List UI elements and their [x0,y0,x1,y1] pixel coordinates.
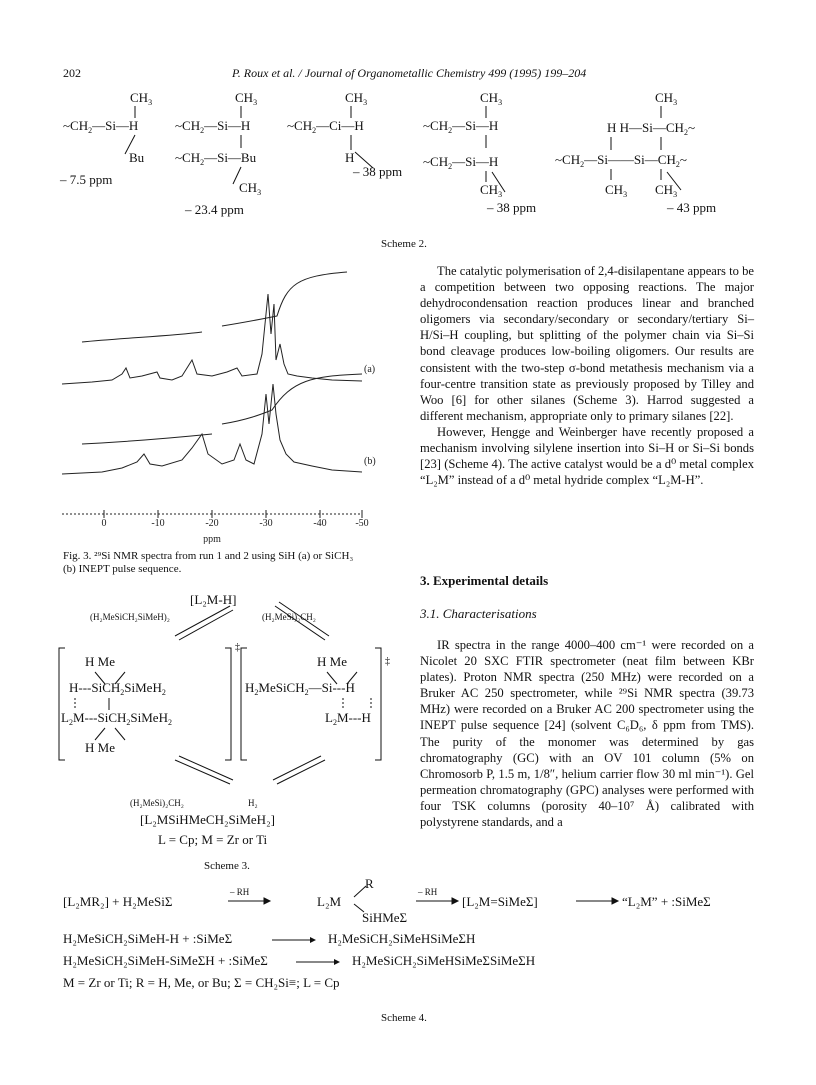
scheme3-product: [L₂MSiHMeCH₂SiMeH₂] [140,812,275,827]
svg-text:H2MeSiCH2—Si---H: $H_2MeSiCH_2—Si---H$ [245,680,355,697]
trace-a-label: (a) [364,364,376,375]
scheme3-top: [L₂M-H] [190,592,237,607]
axis-unit: ppm [203,534,221,544]
svg-text:~CH2—Si—H: $\sim CH_2—Si—H$ [423,154,499,171]
scheme3-right-reactant: (H₂MeSi)₂CH₂ [262,612,316,622]
scheme2-shift-2: – 23.4 ppm [185,202,244,217]
subsection-heading: 3.1. Characterisations [420,606,537,621]
scheme4-line2-right: H₂MeSiCH₂SiMeHSiMeΣH [328,931,476,946]
paragraph-mechanism: The catalytic polymerisation of 2,4-disilapentane appears to be a competition between two opposing reactions. The major dehydrocondensation reaction produces linear and branched oligomers via secondary/secondary or secondary/tertiary Si–H/Si–H coupling, but splitting of the polymer chain via Si–Si bond cleavage produces low-boiling oligomers. Our results are consistent with the two-step σ-bond metathesis mechanism via a four-centre transition state as previously proposed by Tilley and Woo [6] for other silanes (Scheme 3). Harrod suggested a different mechanism, appropriate only to primary silanes [22]. [420,264,754,423]
scheme2-shift-1: – 7.5 ppm [60,172,113,187]
svg-text:L2M---H: $L_2M---H$ [325,710,371,727]
svg-text:~CH2—Si—Bu: $\sim CH_2—Si—Bu$ [175,150,257,167]
trace-a-integral-upper [222,272,347,326]
svg-text:~CH2—Si—H: $\sim CH_2—Si—H$ [423,118,499,135]
svg-text:L2M---SiCH2SiMeH2: $L_2M---SiCH_2SiMeH_2$ [61,710,172,727]
svg-text:‡: ‡ [385,656,390,667]
scheme3-bottom-right: H₂ [248,798,258,808]
scheme4-line2-left: H₂MeSiCH₂SiMeH-H + :SiMeΣ [63,931,233,946]
scheme4-arrow-3 [294,953,344,969]
svg-text:CH3: $CH_3$ [480,182,503,199]
scheme4-arrow-label-2: – RH [418,887,438,897]
svg-text:CH3: $CH_3$ [655,92,678,107]
svg-text:~CH2—Si——Si—CH2~: $\sim CH_2—Si——Si—CH_2\sim$ [555,152,687,169]
tick-0: 0 [101,518,107,529]
svg-text:CH3: $CH_3$ [130,92,153,107]
scheme3-legend: L = Cp; M = Zr or Ti [158,832,268,847]
scheme4-L2M: L₂M [317,894,342,909]
paragraph-hengge: However, Hengge and Weinberger have recently proposed a mechanism involving silylene insertion into Si–H or Si–Si bonds [23] (Scheme 4). The active catalyst would be a d⁰ metal complex “L₂M” instead of a d⁰ metal hydride complex “L₂M-H”. [420,424,754,488]
svg-text:H Me: H Me [85,740,115,755]
svg-text:CH3: $CH_3$ [480,92,503,107]
trace-b-spectrum [62,384,362,474]
scheme2-shift-4: – 38 ppm [487,200,537,215]
scheme4-caption: Scheme 4. [381,1012,427,1024]
scheme2-shift-3: – 38 ppm [353,164,403,179]
paragraph-characterisations: IR spectra in the range 4000–400 cm⁻¹ were recorded on a Nicolet 20 SXC FTIR spectrometer (neat film between KBr plates). Proton NMR spectra (250 MHz) were recorded on a Bruker AC 250 spectrometer, while ²⁹Si NMR spectra (39.73 MHz) were recorded on a Bruker AC 200 spectrometer using the INEPT pulse sequence [24] (solvent C₆D₆, δ ppm from TMS). The purity of the monomer was determined by gas chromatography (GC) with an OV 101 column (5% on Chromosorb P, 1.5 m, 1/8″, helium carrier flow 30 ml min⁻¹). Gel permeation chromatography (GPC) analyses were performed with four TSK columns (porosity 40–10⁷ Å) calibrated with polystyrene standards, and a [420,638,754,830]
scheme4-SiHMe: SiHMeΣ [362,910,408,925]
scheme2-caption: Scheme 2. [381,238,427,250]
svg-text:‡: ‡ [235,642,240,653]
svg-text:~CH2—Si—H: $\sim CH_2—Si—H$ [175,118,251,135]
scheme4-line3-left: H₂MeSiCH₂SiMeH-SiMeΣH + :SiMeΣ [63,953,268,968]
scheme3-caption: Scheme 3. [204,860,250,872]
svg-text:CH3: $CH_3$ [239,180,262,197]
trace-a-integral [82,332,202,342]
tick-30: -30 [259,518,273,529]
scheme4-products: “L₂M” + :SiMeΣ [622,894,711,909]
svg-text:H H—Si—CH2~: H $H—Si—CH_2\sim$ [607,120,695,137]
trace-b-integral-upper [222,374,362,424]
svg-text:CH3: $CH_3$ [605,182,628,199]
svg-text:CH3: $CH_3$ [345,92,368,107]
running-head: P. Roux et al. / Journal of Organometallic Chemistry 499 (1995) 199–204 [232,66,587,80]
scheme3-bottom-left: (H₂MeSi)₂CH₂ [130,798,184,808]
svg-text:~CH2—Ci—H: $\sim CH_2—Ci—H$ [287,118,364,135]
scheme3-left-reactant: (H₂MeSiCH₂SiMeH)₂ [90,612,170,622]
tick-10: -10 [151,518,165,529]
tick-50: -50 [355,518,369,529]
svg-text:H---SiCH2SiMeH2: H---SiCH$_2$SiMeH$_2$ [69,680,166,697]
scheme4-reactants: [L₂MR₂] + H₂MeSiΣ [63,894,173,909]
scheme2-shift-5: – 43 ppm [667,200,717,215]
svg-text:H Me: H Me [317,654,347,669]
scheme4-arrow-2 [270,931,320,947]
svg-text:H: H [345,150,355,165]
figure3-nmr-spectra [62,264,382,544]
section-heading: 3. Experimental details [420,573,549,588]
scheme4-silylene-complex: [L₂M=SiMeΣ] [462,894,538,909]
svg-text:H Me: H Me [85,654,115,669]
trace-a-spectrum [62,294,362,384]
svg-text:CH3: $CH_3$ [235,92,258,107]
figure3-caption: Fig. 3. ²⁹Si NMR spectra from run 1 and 2 using SiH (a) or SiCH₃ (b) INEPT pulse sequence. [63,550,354,575]
right-column-upper [420,263,754,488]
trace-b-label: (b) [364,456,376,467]
trace-b-integral [82,434,212,444]
scheme4-R: R [365,876,374,891]
svg-text:Bu: Bu [129,150,145,165]
scheme2-structures [55,92,775,232]
scheme4-legend: M = Zr or Ti; R = H, Me, or Bu; Σ = CH₂Si≡; L = Cp [63,975,340,990]
svg-text:CH3: $CH_3$ [655,182,678,199]
right-column-lower [420,637,754,830]
svg-text:~CH2—Si—H: $\sim CH_2—Si—H$ [63,118,139,135]
tick-40: -40 [313,518,327,529]
scheme4-line3-right: H₂MeSiCH₂SiMeHSiMeΣSiMeΣH [352,953,536,968]
scheme4-arrows [220,880,690,924]
scheme4-arrow-label-1: – RH [230,887,250,897]
page-number: 202 [63,66,81,80]
tick-20: -20 [205,518,219,529]
